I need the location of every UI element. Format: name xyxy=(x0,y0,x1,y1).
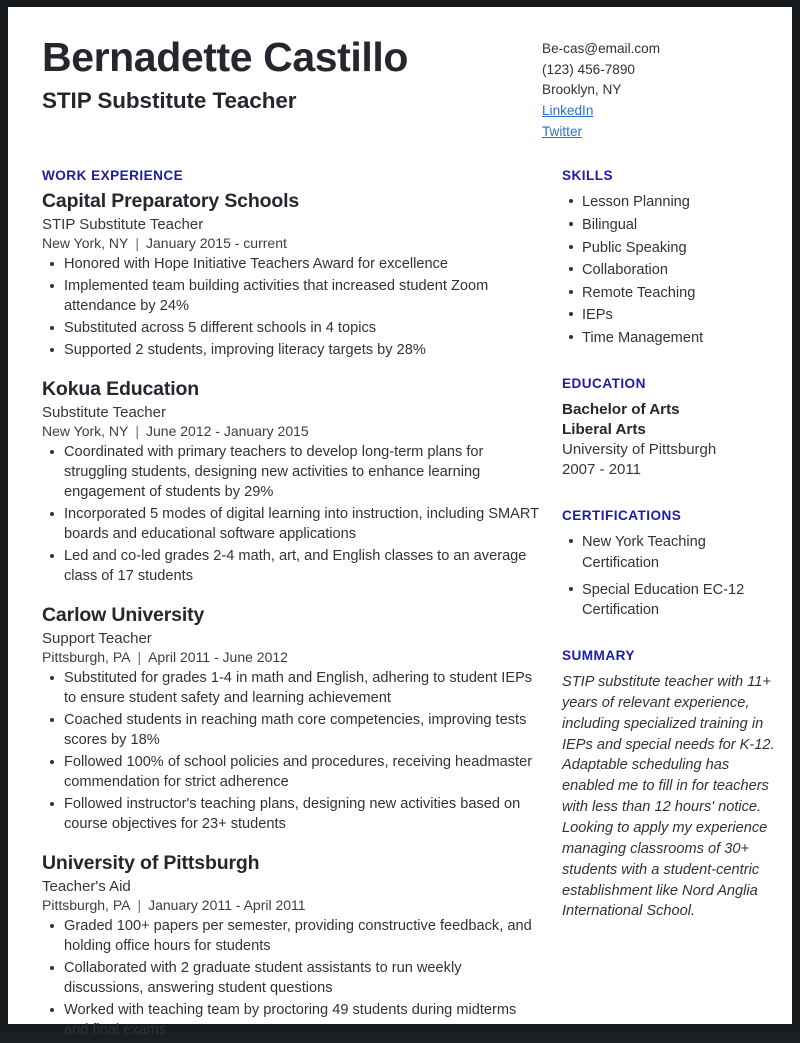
contact-phone: (123) 456-7890 xyxy=(542,61,635,77)
work-entry-dates: June 2012 - January 2015 xyxy=(146,423,309,440)
work-entry-bullet: Worked with teaching team by proctoring 49 students during midterms and final exams xyxy=(42,1001,540,1041)
work-entry-meta xyxy=(42,423,540,439)
work-experience-list xyxy=(42,190,540,1041)
work-entry-organization: University of Pittsburgh xyxy=(42,851,260,874)
contact-block xyxy=(542,33,758,142)
section-title-work-experience: WORK EXPERIENCE xyxy=(42,168,184,184)
work-entry-dates: January 2015 - current xyxy=(146,235,287,252)
work-entry-location: New York, NY xyxy=(42,423,129,440)
work-entry-bullets xyxy=(42,443,540,587)
twitter-link[interactable]: Twitter xyxy=(542,123,583,139)
sidebar-column xyxy=(562,168,778,1043)
work-entry-bullet: Coordinated with primary teachers to develop long-term plans for struggling students, designing new activities to enhance learning engagement of students by 29% xyxy=(42,443,540,503)
work-entry xyxy=(42,190,540,361)
work-entry-role: Support Teacher xyxy=(42,630,152,648)
education-school: University of Pittsburgh xyxy=(562,440,717,458)
work-entry xyxy=(42,378,540,587)
skill-item: Public Speaking xyxy=(562,238,778,258)
work-entry-meta xyxy=(42,897,540,913)
skill-item: Collaboration xyxy=(562,260,778,280)
contact-twitter-row xyxy=(542,122,758,143)
linkedin-link[interactable]: LinkedIn xyxy=(542,102,594,118)
work-entry-organization: Kokua Education xyxy=(42,378,200,401)
work-entry-bullet: Led and co-led grades 2-4 math, art, and English classes to an average class of 17 students xyxy=(42,547,540,587)
candidate-name: Bernadette Castillo xyxy=(42,34,409,80)
work-entry-bullet: Followed instructor's teaching plans, designing new activities based on course objectives for 23+ students xyxy=(42,795,540,835)
work-entry-location: Pittsburgh, PA xyxy=(42,896,131,913)
certification-item: Special Education EC-12 Certification xyxy=(562,580,778,620)
candidate-headline: STIP Substitute Teacher xyxy=(42,88,297,114)
work-entry-bullet: Substituted across 5 different schools in 4 topics xyxy=(42,319,540,339)
work-entry-bullet: Graded 100+ papers per semester, providing constructive feedback, and holding office hours for students xyxy=(42,917,540,957)
meta-separator: | xyxy=(135,423,140,440)
meta-separator: | xyxy=(137,649,142,666)
section-title-summary: SUMMARY xyxy=(562,647,635,663)
work-entry-organization: Capital Preparatory Schools xyxy=(42,190,300,213)
work-entry-location: Pittsburgh, PA xyxy=(42,649,131,666)
identity-block xyxy=(42,33,408,114)
education-section xyxy=(562,376,778,480)
work-entry-bullet: Substituted for grades 1-4 in math and English, adhering to student IEPs to ensure student safety and learning achievement xyxy=(42,669,540,709)
education-field: Liberal Arts xyxy=(562,420,646,438)
main-column xyxy=(42,168,540,1043)
section-title-certifications: CERTIFICATIONS xyxy=(562,508,682,524)
work-entry-bullet: Incorporated 5 modes of digital learning into instruction, including SMART boards and educational software applications xyxy=(42,505,540,545)
skill-item: Remote Teaching xyxy=(562,283,778,303)
work-entry xyxy=(42,604,540,835)
work-entry-bullet: Collaborated with 2 graduate student assistants to run weekly discussions, answering student questions xyxy=(42,959,540,999)
skills-section xyxy=(562,168,778,348)
work-entry-meta xyxy=(42,649,540,665)
section-title-education: EDUCATION xyxy=(562,376,646,392)
work-entry-bullet: Honored with Hope Initiative Teachers Award for excellence xyxy=(42,255,540,275)
work-entry xyxy=(42,852,540,1041)
section-title-skills: SKILLS xyxy=(562,168,614,184)
work-entry-bullet: Supported 2 students, improving literacy targets by 28% xyxy=(42,341,540,361)
work-entry-bullet: Followed 100% of school policies and procedures, receiving headmaster commendation for strict adherence xyxy=(42,753,540,793)
contact-location: Brooklyn, NY xyxy=(542,82,622,98)
skills-list xyxy=(562,192,778,348)
resume-header xyxy=(42,33,758,142)
work-entry-bullets xyxy=(42,669,540,835)
work-entry-role: Substitute Teacher xyxy=(42,404,166,422)
resume-page xyxy=(8,7,792,1038)
work-entry-meta xyxy=(42,235,540,251)
skill-item: Bilingual xyxy=(562,215,778,235)
contact-linkedin-row xyxy=(542,101,758,122)
work-entry-role: STIP Substitute Teacher xyxy=(42,216,204,234)
work-entry-dates: January 2011 - April 2011 xyxy=(148,896,306,913)
certifications-list xyxy=(562,532,778,620)
certification-item: New York Teaching Certification xyxy=(562,532,778,572)
work-entry-role: Teacher's Aid xyxy=(42,877,131,895)
skill-item: Lesson Planning xyxy=(562,192,778,212)
work-entry-bullet: Coached students in reaching math core competencies, improving tests scores by 18% xyxy=(42,711,540,751)
work-entry-bullets xyxy=(42,255,540,361)
work-entry-bullet: Implemented team building activities that increased student Zoom attendance by 24% xyxy=(42,277,540,317)
contact-email: Be-cas@email.com xyxy=(542,41,661,56)
work-entry-organization: Carlow University xyxy=(42,604,205,627)
work-entry-dates: April 2011 - June 2012 xyxy=(148,649,288,666)
certifications-section xyxy=(562,508,778,620)
skill-item: IEPs xyxy=(562,305,778,325)
meta-separator: | xyxy=(135,235,140,252)
meta-separator: | xyxy=(137,896,142,913)
summary-section xyxy=(562,648,778,922)
work-entry-bullets xyxy=(42,917,540,1041)
resume-body xyxy=(42,168,775,1043)
work-entry-location: New York, NY xyxy=(42,235,129,252)
skill-item: Time Management xyxy=(562,328,778,348)
education-years: 2007 - 2011 xyxy=(562,461,641,479)
summary-text: STIP substitute teacher with 11+ years of relevant experience, including specialized training in IEPs and special needs for K-12. Adaptable scheduling has enabled me to fill in for teachers with less than 12 hours' notice. Looking to apply my experience managing classrooms of 30+ students with a student-centric establishment like Nord Anglia International School. xyxy=(562,673,775,920)
education-degree: Bachelor of Arts xyxy=(562,401,680,419)
